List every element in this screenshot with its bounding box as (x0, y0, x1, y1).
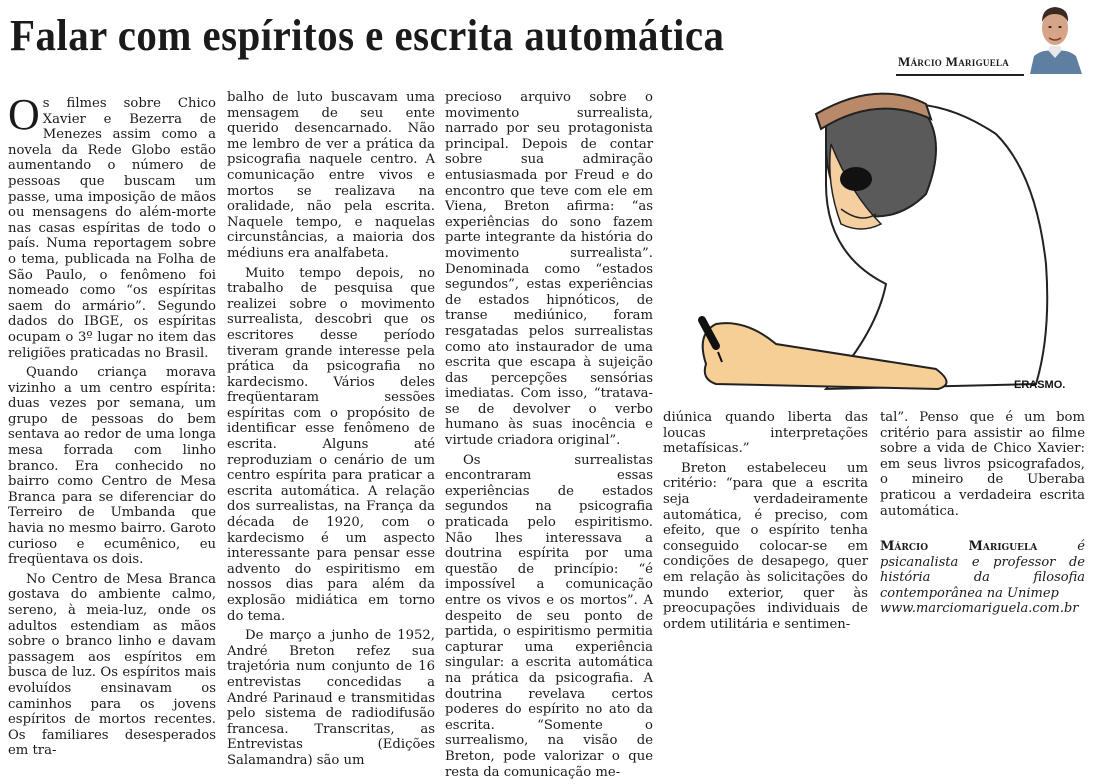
article-column-2 (227, 90, 435, 773)
paragraph: diúnica quando liberta das loucas interpretações metafísicas.” (663, 410, 868, 457)
byline-rule (896, 74, 1024, 76)
bio-url[interactable]: www.marciomariguela.com.br (880, 601, 1079, 617)
author-bio (880, 539, 1085, 617)
article-column-4 (663, 410, 868, 636)
article-column-5 (880, 410, 1085, 617)
paragraph: balho de luto buscavam uma mensagem de seu ente querido desencarnado. Não me lembro de ver a prática da psicografia naquele centro. A comunicação entre vivos e mortos se realizava na oralidade, não pela escrita. Naquele tempo, e naquelas circunstâncias, a maioria dos médiuns era analfabeta. (227, 90, 435, 261)
cartoon-signature: ERASMO. (1014, 379, 1066, 391)
author-photo (1026, 0, 1084, 74)
paragraph: precioso arquivo sobre o movimento surrealista, narrado por seu protagonista principal. Depois de contar sobre sua admiração entusiasmada por Freud e do encontro que teve com ele em Viena, Breton afirma: “as experiências do sono fazem parte integrante da história do movimento surrealista”. Denominada como “estados segundos”, estas experiências de estados hipnóticos, de transe mediúnico, foram resgatadas pelos surrealistas como ato instaurador de uma escrita que escapa à sujeição das percepções sensórias imediatas. Com isso, “tratava-se de devolver o verbo humano às suas inocência e virtude criadora original”. (445, 90, 653, 449)
bio-role: é psicanalista e professor de história da filosofia contemporânea na Unimep (880, 539, 1085, 601)
drop-cap: O (8, 90, 40, 139)
paragraph: Quando criança morava vizinho a um centro espírita: duas vezes por semana, um grupo de pessoas do bem sentava ao redor de uma longa mesa forrada com linho branco. Era conhecido no bairro como Centro de Mesa Branca para se diferenciar do Terreiro de Umbanda que havia no mesmo bairro. Garoto curioso e ecumênico, eu freqüentava os dois. (8, 365, 216, 568)
paragraph: De março a junho de 1952, André Breton refez sua trajetória num conjunto de 16 entrevistas concedidas a André Parinaud e transmitidas pelo sistema de radiodifusão francesa. Transcritas, as Entrevistas (Edições Salamandra) são um (227, 628, 435, 768)
paragraph: No Centro de Mesa Branca gostava do ambiente calmo, sereno, à meia-luz, onde os adultos estendiam as mãos sobre o branco linho e davam passagem aos espíritos em busca de luz. Os espíritos mais evoluídos ensinavam os caminhos para os jovens espíritos de mortos recentes. Os familiares desesperados em tra- (8, 571, 216, 759)
paragraph-text: s filmes sobre Chico Xavier e Bezerra de Menezes assim como a novela da Rede Globo estão aumentando o número de pessoas que buscam um passe, uma imposição de mãos ou mensagens do além-morte nas casas espíritas de todo o país. Numa reportagem sobre o tema, publicada na Folha de São Paulo, o fenômeno foi nomeado como “os espíritas saem do armário”. Segundo dados do IBGE, os espíritas ocupam o 3º lugar no item das religiões praticadas no Brasil. (8, 96, 216, 361)
article-column-1 (8, 90, 216, 763)
cartoon-illustration (676, 84, 1066, 404)
paragraph: Os surrealistas encontraram essas experiências de estados segundos na psicografia praticada pelo espiritismo. Não lhes interessava a doutrina espírita por uma questão de princípio: “é impossível a comunicação entre os vivos e os mortos”. A despeito de seu ponto de partida, o espiritismo permitia capturar uma experiência singular: a escrita automática na prática da psicografia. A doutrina revelava certos poderes do espírito no ato da escrita. “Somente o surrealismo, na visão de Breton, pode valorizar o que resta da comunicação me- (445, 452, 653, 780)
article-column-3 (445, 90, 653, 784)
bio-name: Márcio Mariguela (880, 539, 1038, 555)
paragraph: Breton estabeleceu um critério: “para que a escrita seja verdadeiramente automática, é preciso, com efeito, que o espírito tenha conseguido colocar-se em condições de desapego, quer em relação às solicitações do mundo exterior, quer às preocupações individuais de ordem utilitária e sentimen- (663, 460, 868, 632)
paragraph (8, 90, 216, 361)
paragraph: Muito tempo depois, no trabalho de pesquisa que realizei sobre o movimento surrealista, descobri que os escritores desse período tiveram grande interesse pela prática da psicografia no kardecismo. Vários deles freqüentaram sessões espíritas com o propósito de identificar esse fenômeno de escrita. Alguns até reproduziam o cenário de um centro espírita para praticar a escrita automática. A relação dos surrealistas, na França da década de 1920, com o kardecismo é um aspecto interessante para pensar esse advento do espiritismo em nossos dias para além da explosão midiática em torno do tema. (227, 265, 435, 624)
headline: Falar com espíritos e escrita automática (10, 11, 725, 60)
paragraph: tal”. Penso que é um bom critério para assistir ao filme sobre a vida de Chico Xavier: em seus livros psicografados, o mineiro de Uberaba praticou a verdadeira escrita automática. (880, 410, 1085, 519)
byline: Márcio Mariguela (898, 54, 1010, 69)
